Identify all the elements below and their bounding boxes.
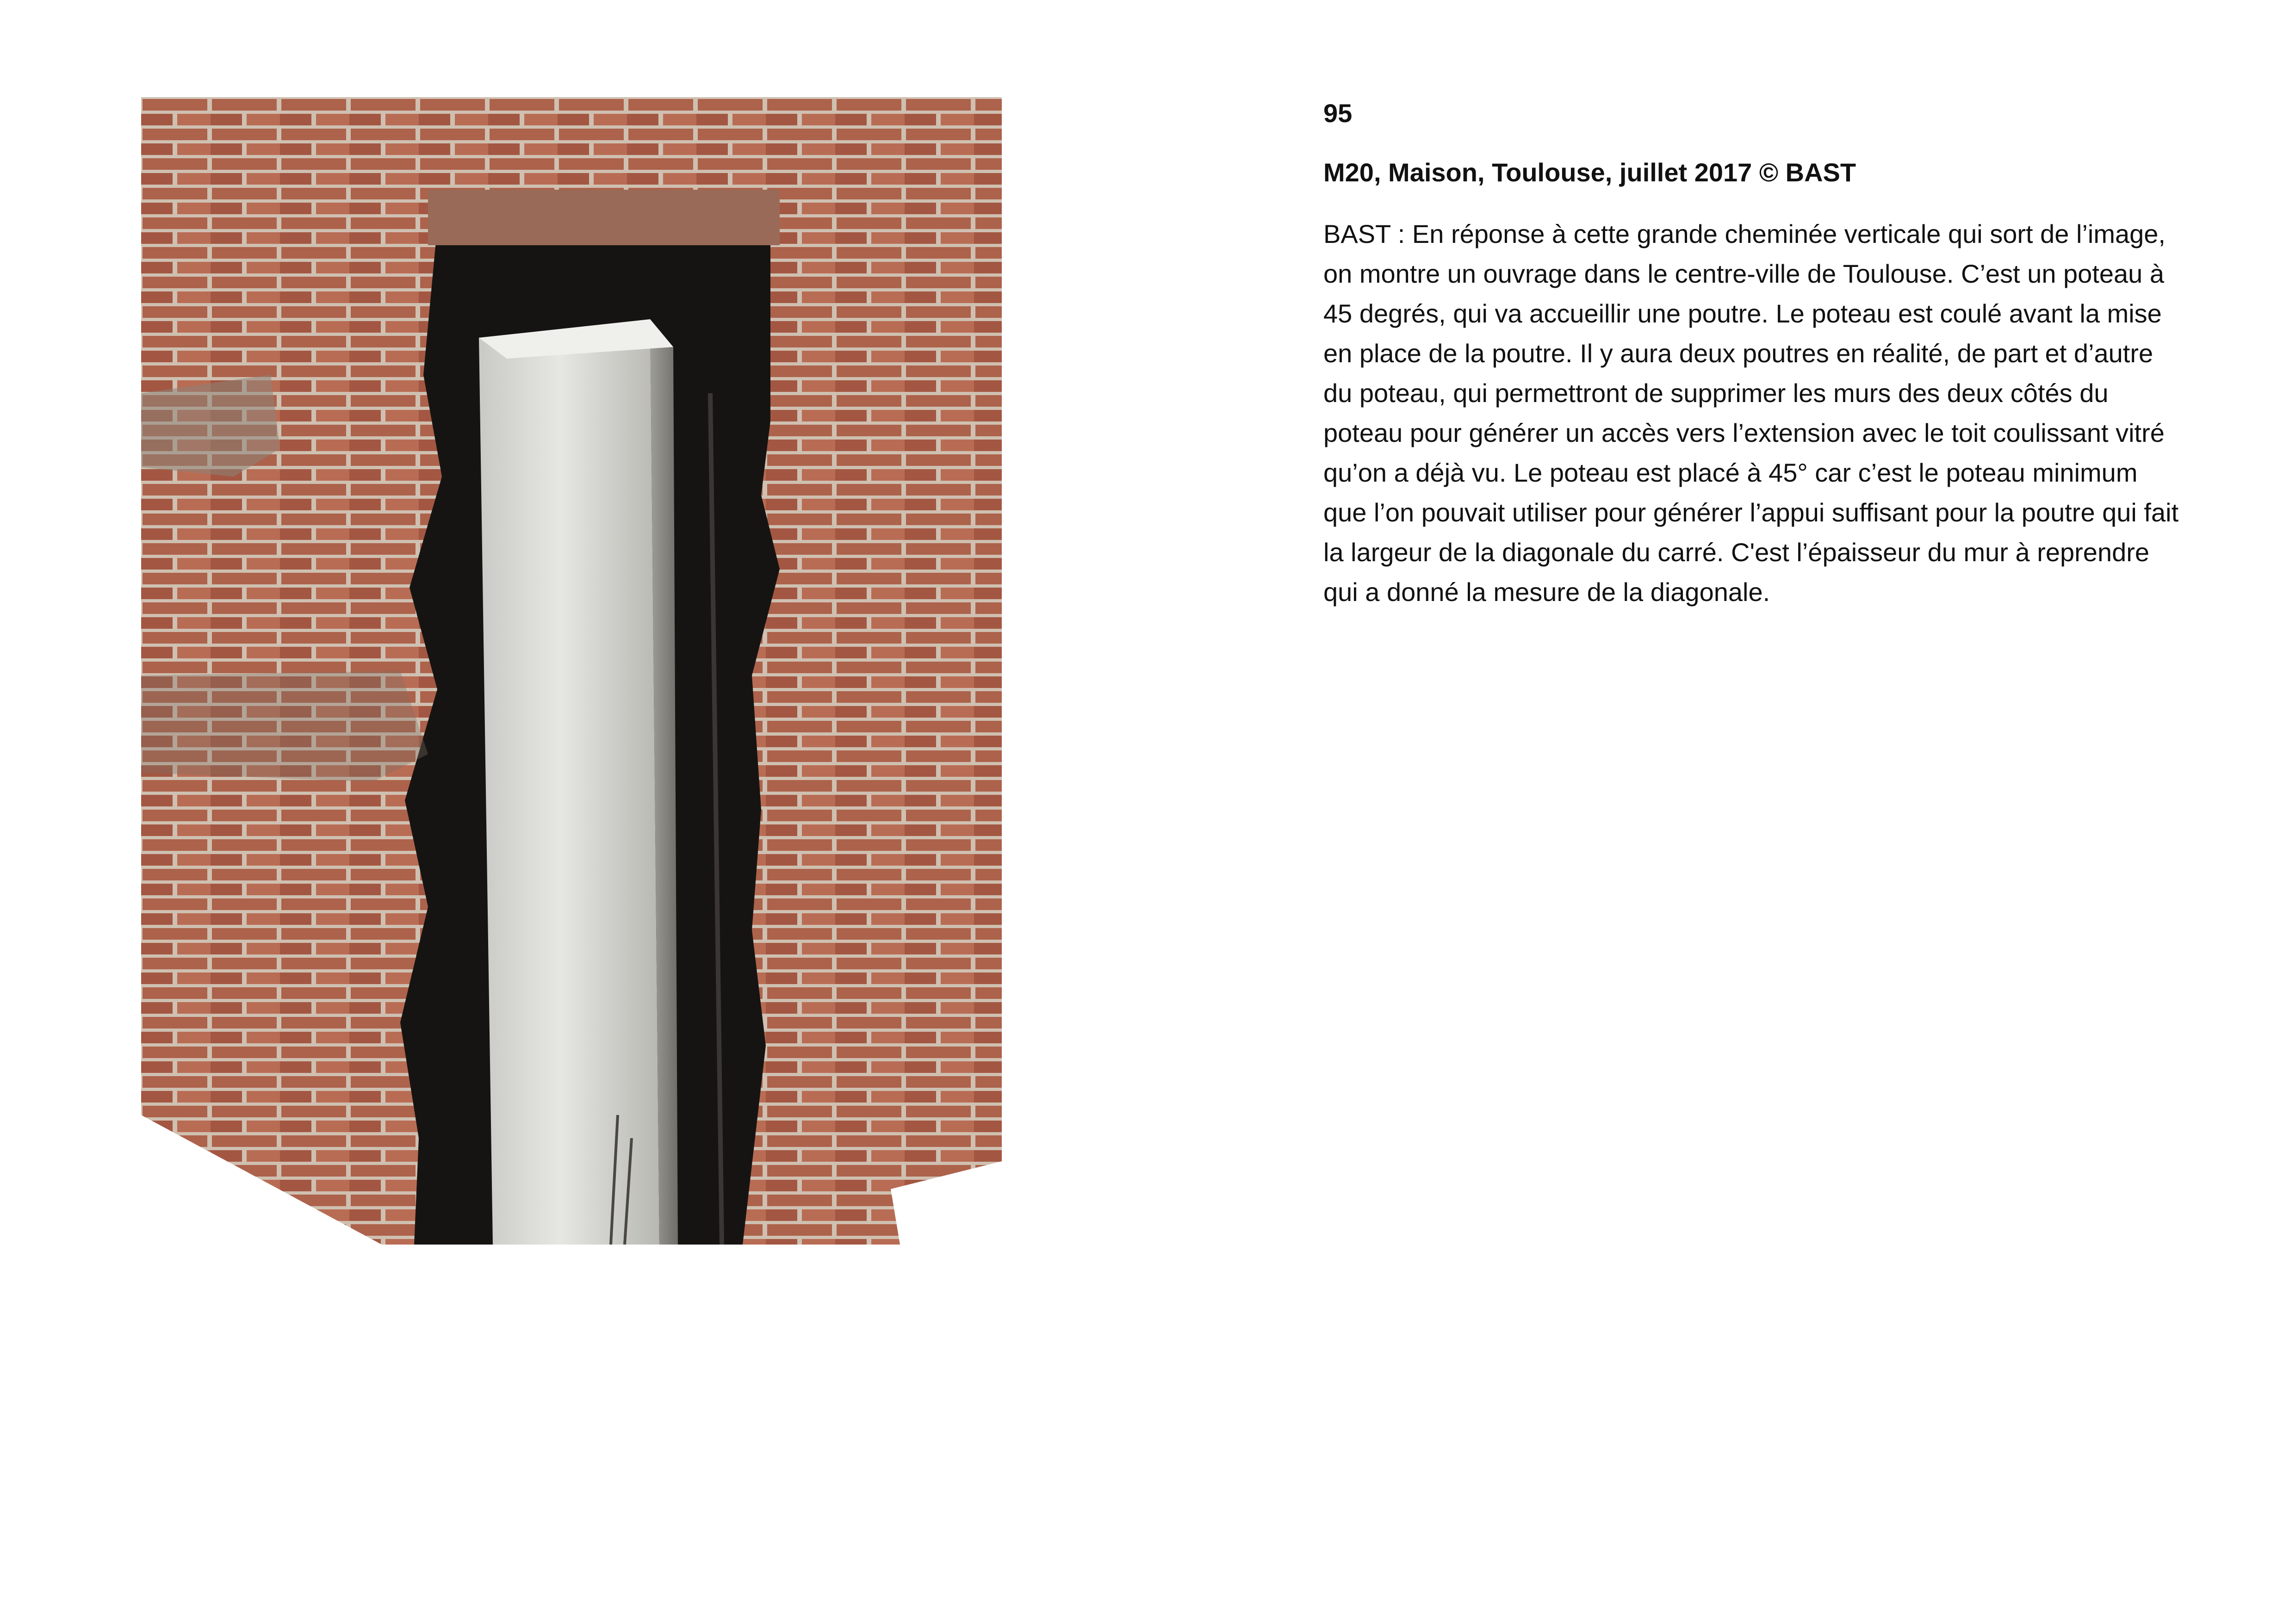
body-paragraph: BAST : En réponse à cette grande cheminée verticale qui sort de l’image, on montre un ouvrage dans le centre-ville de Toulouse. C’est un poteau à 45 degrés, qui va accueillir une poutre. Le poteau est coulé avant la mise en place de la poutre. Il y aura deux poutres en réalité, de part et d’autre du poteau, qui permettront de supprimer les murs des deux côtés du poteau pour générer un accès vers l’extension avec le toit coulissant vitré qu’on a déjà vu. Le poteau est placé à 45° car c’est le poteau minimum que l’on pouvait utiliser pour générer l’appui suffisant pour la poutre qui fait la largeur de la diagonale du carré. C'est l’épaisseur du mur à reprendre qui a donné la mesure de la diagonale.	[1323, 219, 2179, 607]
lintel	[428, 190, 780, 245]
text-column	[1323, 95, 2184, 612]
rubble-left-lower	[141, 671, 428, 782]
page-number: 95	[1323, 99, 1353, 128]
concrete-post-face	[479, 319, 659, 1245]
photo-caption: M20, Maison, Toulouse, juillet 2017 © BAST	[1323, 158, 1856, 187]
photo-illustration	[141, 97, 1002, 1245]
photo-brick-wall-concrete-post	[141, 97, 1002, 1245]
